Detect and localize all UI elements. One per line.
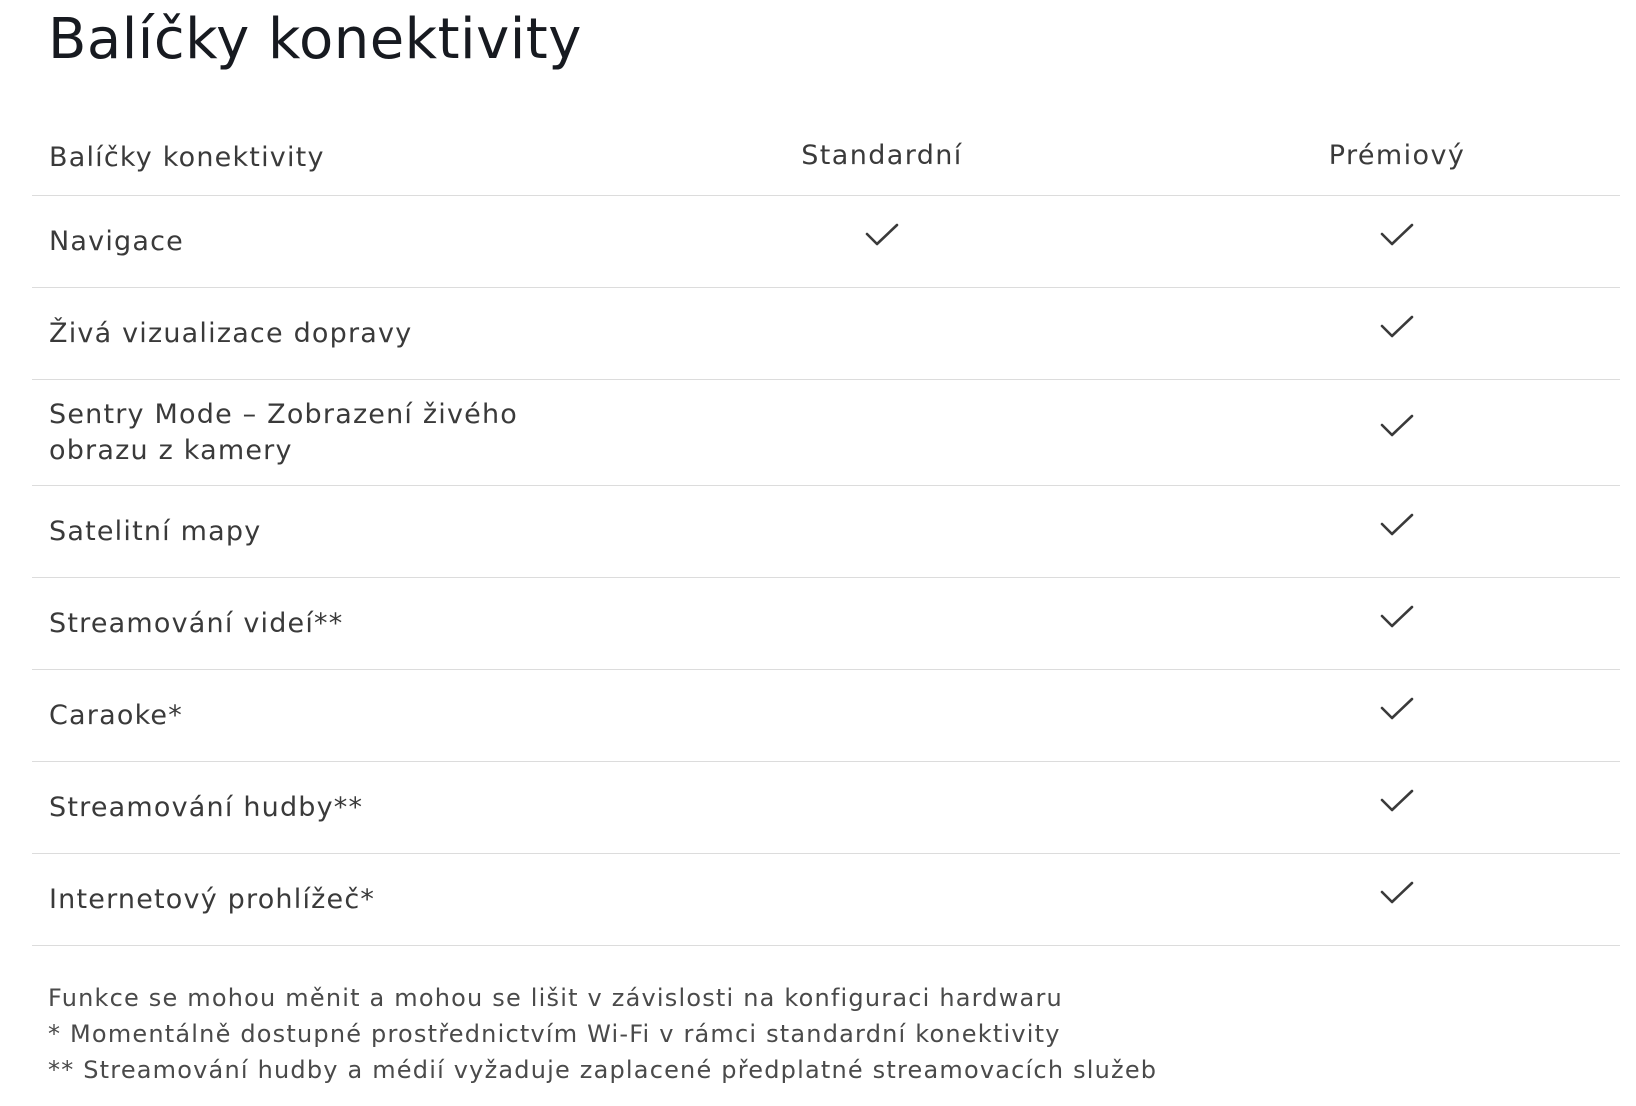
table-row bbox=[32, 486, 1620, 578]
premium-cell bbox=[1247, 196, 1547, 287]
table-row bbox=[32, 196, 1620, 288]
premium-cell bbox=[1247, 380, 1547, 485]
feature-label-line: obrazu z kamery bbox=[49, 434, 293, 466]
table-row bbox=[32, 762, 1620, 854]
feature-label-line: Sentry Mode – Zobrazení živého bbox=[49, 398, 519, 430]
checkmark-icon bbox=[1379, 412, 1415, 440]
checkmark-icon bbox=[1379, 603, 1415, 631]
table-row bbox=[32, 670, 1620, 762]
premium-cell bbox=[1247, 854, 1547, 945]
feature-label: Satelitní mapy bbox=[49, 515, 262, 547]
standard-cell bbox=[732, 196, 1032, 287]
table-row bbox=[32, 854, 1620, 946]
table-header-row bbox=[32, 126, 1620, 196]
premium-cell bbox=[1247, 762, 1547, 853]
checkmark-icon bbox=[1379, 879, 1415, 907]
checkmark-icon bbox=[1379, 313, 1415, 341]
feature-label: Streamování hudby** bbox=[49, 791, 364, 823]
premium-cell bbox=[1247, 670, 1547, 761]
checkmark-icon bbox=[1379, 695, 1415, 723]
feature-label bbox=[32, 397, 732, 469]
comparison-table bbox=[32, 126, 1620, 946]
standard-cell bbox=[732, 854, 1032, 945]
standard-cell bbox=[732, 486, 1032, 577]
footnotes bbox=[48, 980, 1157, 1088]
footnote: * Momentálně dostupné prostřednictvím Wi-Fi v rámci standardní konektivity bbox=[48, 1020, 1061, 1048]
checkmark-icon bbox=[1379, 511, 1415, 539]
checkmark-icon bbox=[1379, 787, 1415, 815]
standard-cell bbox=[732, 288, 1032, 379]
footnote: Funkce se mohou měnit a mohou se lišit v závislosti na konfiguraci hardwaru bbox=[48, 984, 1063, 1012]
premium-cell bbox=[1247, 578, 1547, 669]
standard-cell bbox=[732, 762, 1032, 853]
checkmark-icon bbox=[1379, 221, 1415, 249]
footnote: ** Streamování hudby a médií vyžaduje zaplacené předplatné streamovacích služeb bbox=[48, 1056, 1158, 1084]
standard-cell bbox=[732, 578, 1032, 669]
premium-cell bbox=[1247, 486, 1547, 577]
table-row bbox=[32, 578, 1620, 670]
feature-label: Navigace bbox=[49, 225, 184, 257]
table-row bbox=[32, 380, 1620, 486]
header-standard: Standardní bbox=[801, 140, 963, 171]
feature-label: Streamování videí** bbox=[49, 607, 344, 639]
standard-cell bbox=[732, 670, 1032, 761]
feature-label: Internetový prohlížeč* bbox=[49, 883, 376, 915]
table-row bbox=[32, 288, 1620, 380]
header-premium: Prémiový bbox=[1328, 140, 1466, 171]
standard-cell bbox=[732, 380, 1032, 485]
feature-label: Caraoke* bbox=[49, 699, 183, 731]
feature-label: Živá vizualizace dopravy bbox=[49, 317, 413, 349]
premium-cell bbox=[1247, 288, 1547, 379]
page-title: Balíčky konektivity bbox=[48, 7, 582, 72]
header-feature: Balíčky konektivity bbox=[49, 142, 325, 173]
checkmark-icon bbox=[864, 221, 900, 249]
